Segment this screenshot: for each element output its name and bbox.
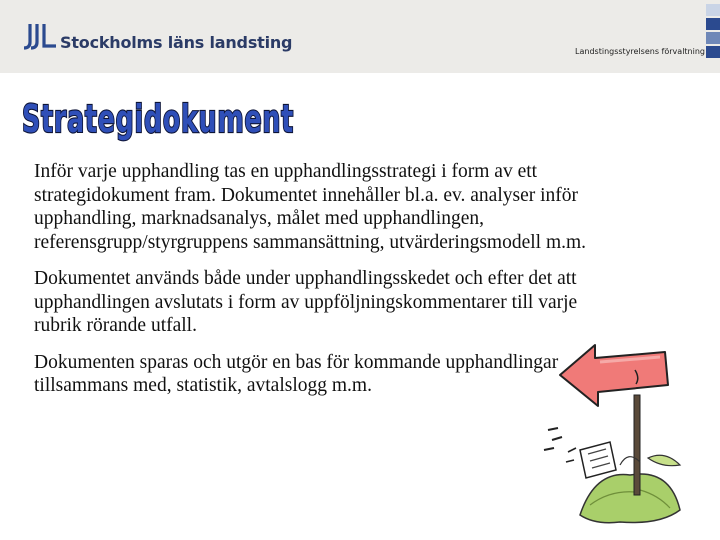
paragraph-1: Inför varje upphandling tas en upphandlingsstrategi i form av ett strategidokument fram. Dokumentet innehåller bl.a. ev. analyser inför upphandling, marknadsanalys, målet med upphandlingen, referensgrupp/styrgruppens sammansättning, utvärderingsmodell m.m.	[34, 161, 587, 253]
signpost-arrow-icon	[540, 340, 720, 540]
organization-name: Stockholms läns landsting	[60, 33, 293, 52]
department-name: Landstingsstyrelsens förvaltning	[575, 47, 705, 56]
page-title-text: Strategidokument	[22, 97, 294, 141]
sll-logo-icon	[22, 24, 58, 52]
header-bar	[0, 0, 720, 73]
page-title	[20, 90, 310, 140]
body-text	[34, 160, 624, 411]
paragraph-3: Dokumenten sparas och utgör en bas för kommande upphandlingar tillsammans med, statistik, avtalslogg m.m.	[34, 351, 559, 396]
paragraph-2: Dokumentet används både under upphandlingsskedet och efter det att upphandlingen avslutats i form av uppföljningskommentarer till varje rubrik rörande utfall.	[34, 268, 578, 336]
